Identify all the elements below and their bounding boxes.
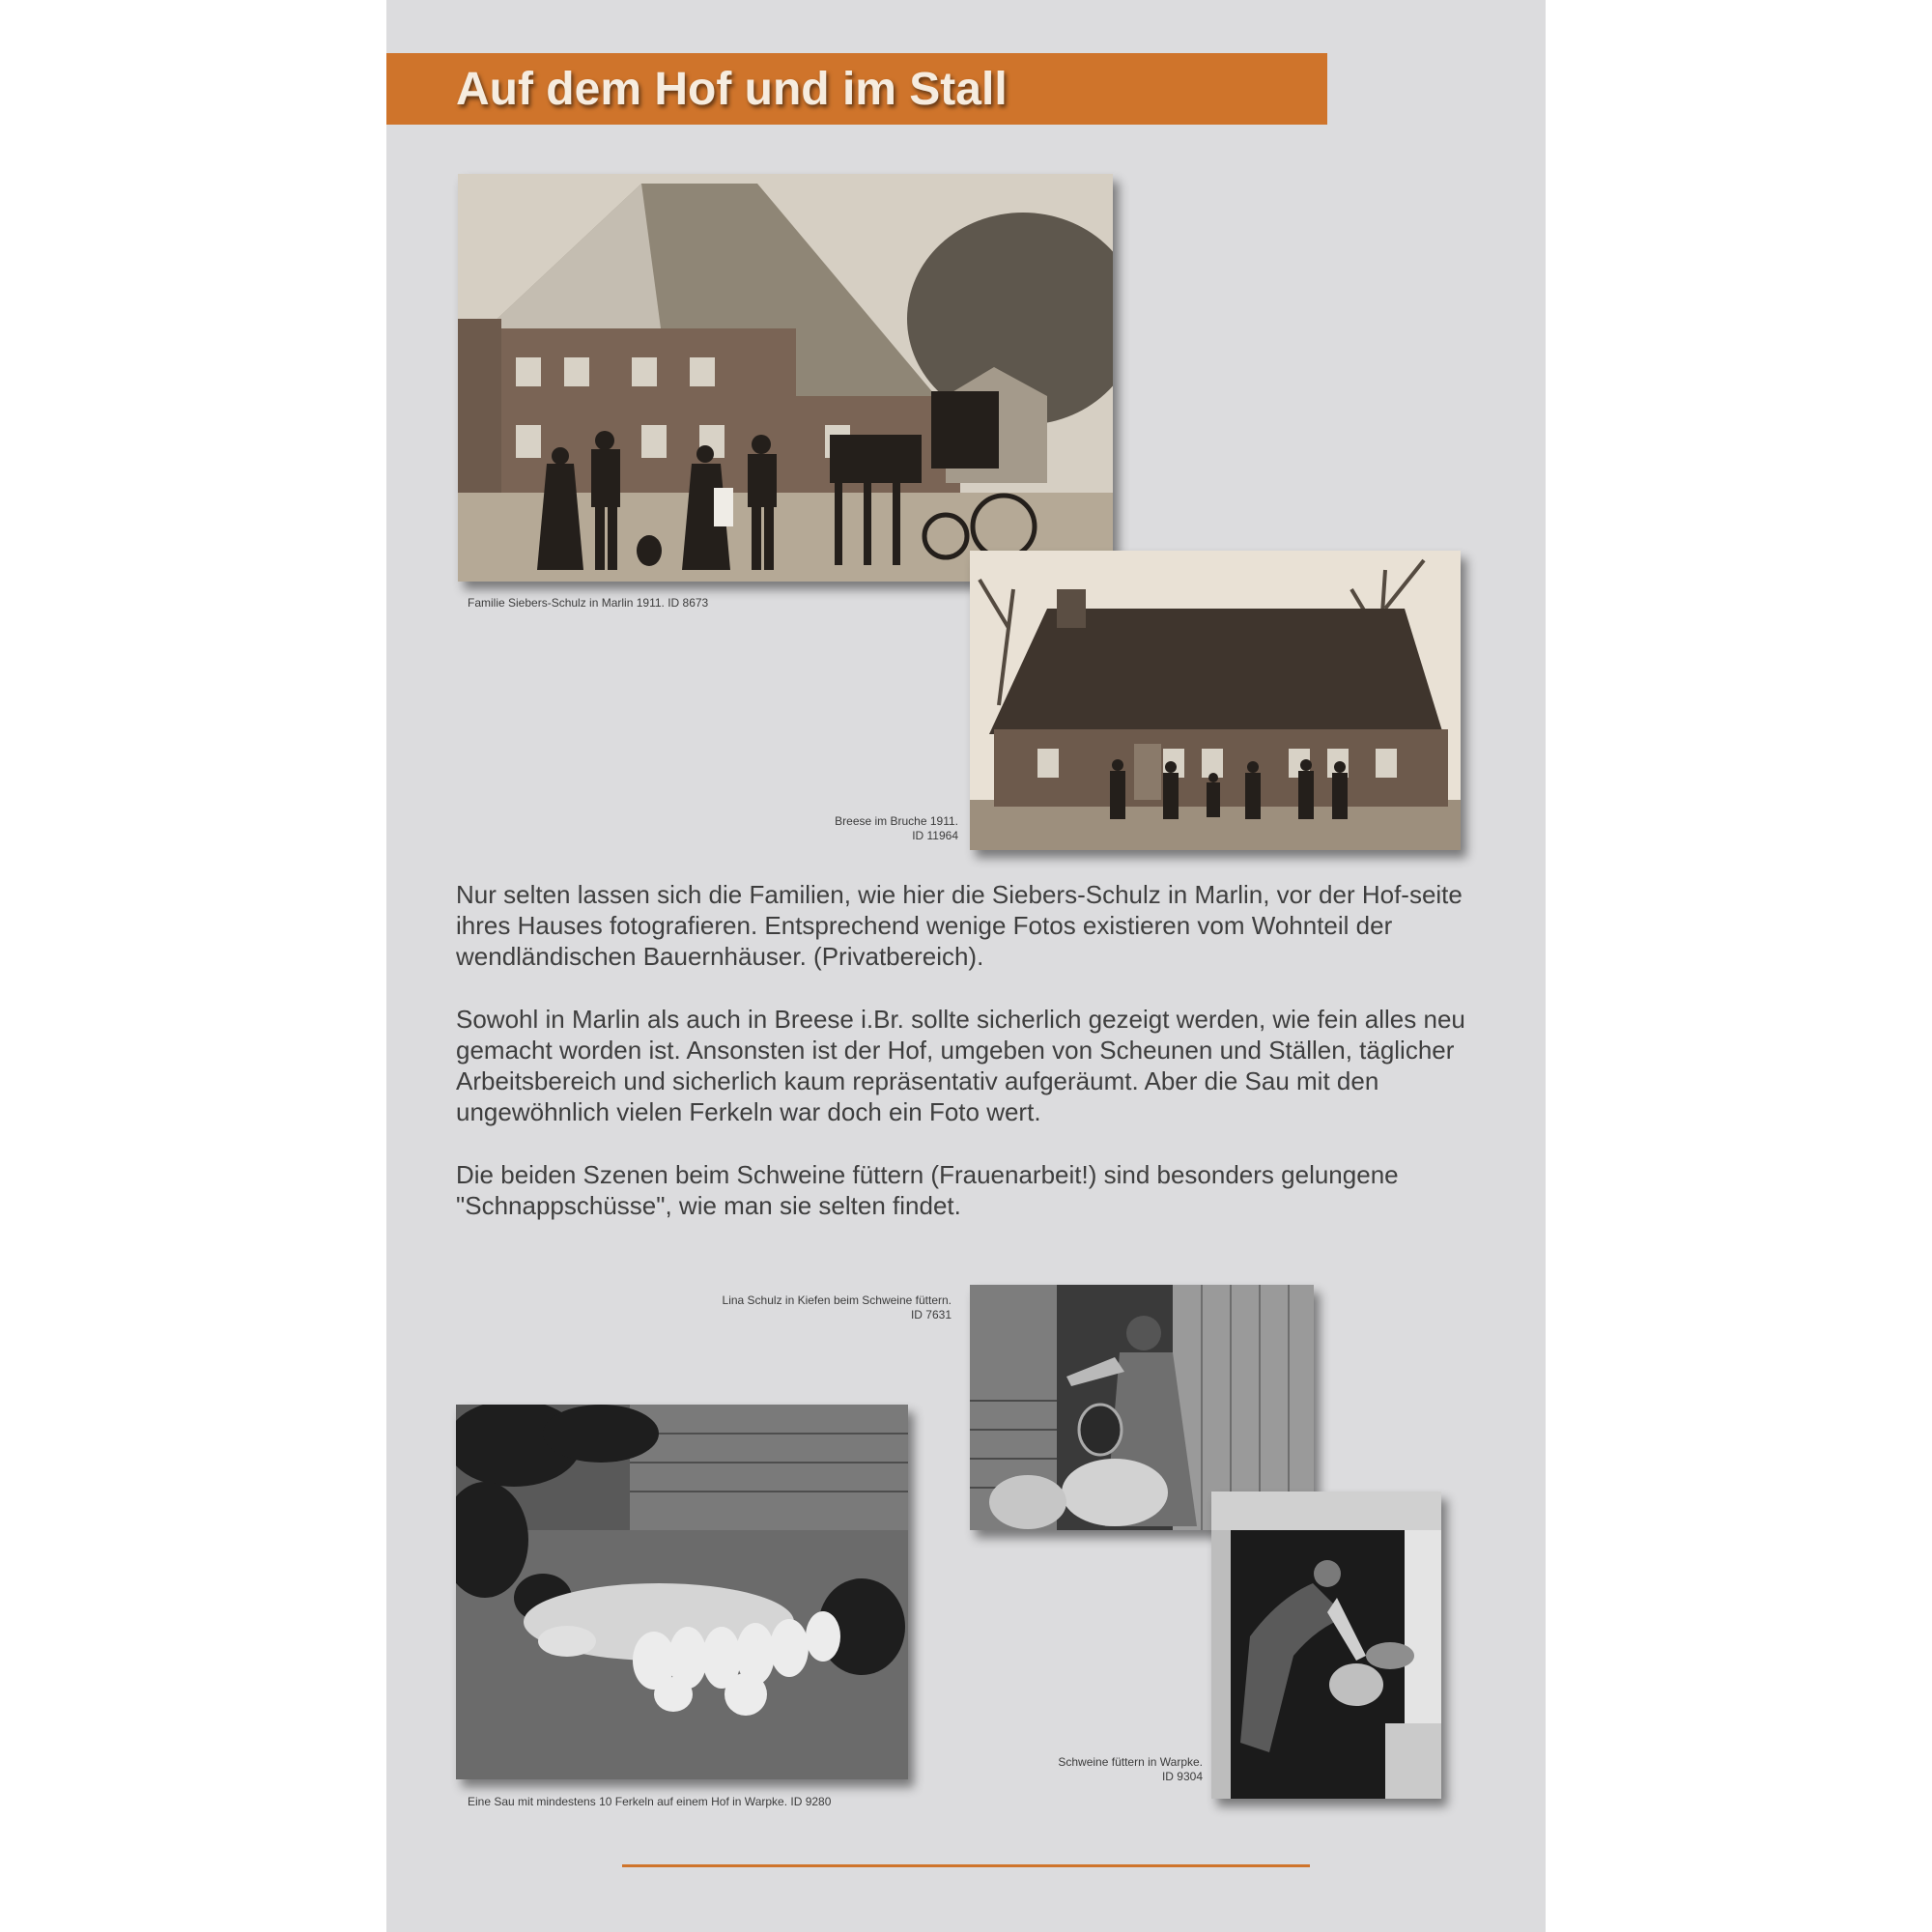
farmhouse-family-photo (458, 174, 1113, 582)
bottom-divider (622, 1864, 1310, 1867)
photo-caption: Familie Siebers-Schulz in Marlin 1911. ID 8673 (468, 596, 709, 610)
photo-caption: Breese im Bruche 1911. ID 11964 (835, 814, 958, 842)
thatched-house-photo (970, 551, 1461, 850)
title-bar (386, 53, 1327, 125)
photo-sow-piglets (456, 1405, 908, 1779)
body-paragraph: Nur selten lassen sich die Familien, wie hier die Siebers-Schulz in Marlin, vor der Hof-seite ihres Hauses fotografieren. Entsprechend wenige Fotos existieren vom Wohnteil der wendländischen Bauernhäuser. (Privatbereich). (456, 880, 1463, 971)
woman-with-bucket-photo (1211, 1492, 1441, 1799)
photo-caption: Eine Sau mit mindestens 10 Ferkeln auf einem Hof in Warpke. ID 9280 (468, 1795, 832, 1808)
sow-with-piglets-photo (456, 1405, 908, 1779)
body-paragraph: Die beiden Szenen beim Schweine füttern (Frauenarbeit!) sind besonders gelungene "Schnappschüsse", wie man sie selten findet. (456, 1160, 1399, 1220)
photo-caption: Schweine füttern in Warpke. ID 9304 (1058, 1755, 1203, 1783)
photo-siebers-schulz (458, 174, 1113, 582)
body-paragraph: Sowohl in Marlin als auch in Breese i.Br. sollte sicherlich gezeigt werden, wie fein alles neu gemacht worden ist. Ansonsten ist der Hof, umgeben von Scheunen und Ställen, täglicher Arbeitsbereich und sicherlich kaum repräsentativ aufgeräumt. Aber die Sau mit den ungewöhnlich vielen Ferkeln war doch ein Foto wert. (456, 1005, 1465, 1126)
page-title: Auf dem Hof und im Stall (456, 64, 1008, 115)
photo-caption: Lina Schulz in Kiefen beim Schweine füttern. ID 7631 (722, 1293, 952, 1321)
photo-breese (970, 551, 1461, 850)
photo-warpke-feeding (1211, 1492, 1441, 1799)
